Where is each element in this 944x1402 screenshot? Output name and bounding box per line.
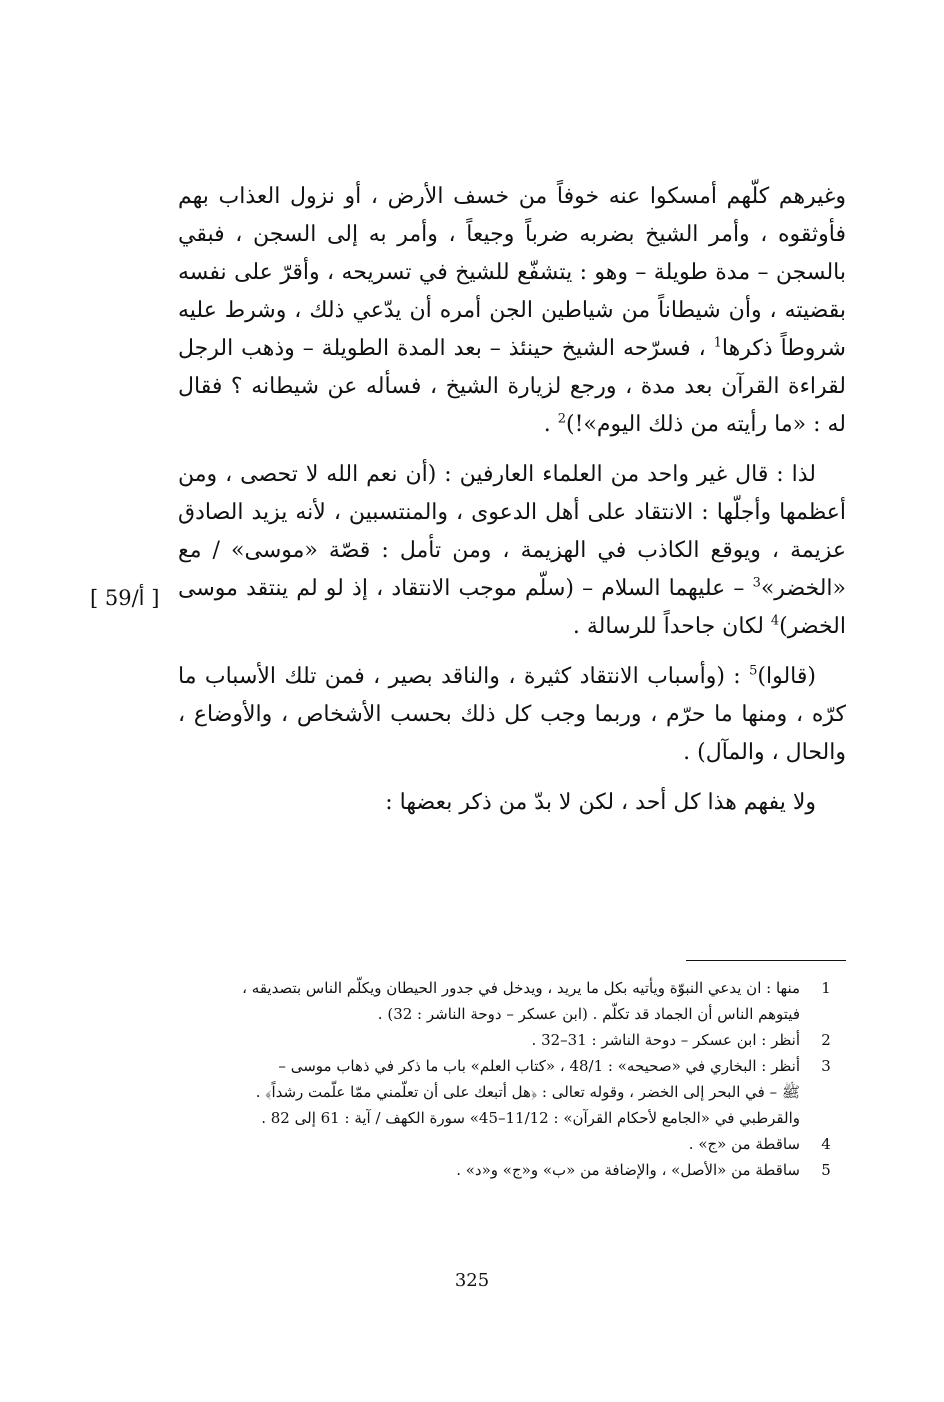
footnote-5: [178, 1157, 846, 1183]
footnote-number: 1: [821, 979, 831, 997]
paragraph-2-text-a: لذا : قال غير واحد من العلماء العارفين : (أن نعم الله لا تحصى ، ومن أعظمها وأجلّها : الانتقاد على أهل الدعوى ، والمنتسبين ، لأنه يزيد الصادق عزيمة ، ويوقع الكاذب في الهزيمة ، ومن تأمل : قصّة «موسى» / مع «الخضر»: [178, 462, 846, 601]
footnote-line: أنظر : ابن عسكر – دوحة الناشر : 31–32 .: [531, 1031, 800, 1049]
footnote-line: ساقطة من «ج» .: [688, 1135, 800, 1153]
paragraph-1-text-b: ، فسرّحه الشيخ حينئذ – بعد المدة الطويلة – وذهب الرجل لقراءة القرآن بعد مدة ، ورجع لزيارة الشيخ ، فسأله عن شيطانه ؟ فقال له : «ما رأيته من ذلك اليوم»!): [178, 336, 846, 437]
footnote-number: 3: [821, 1057, 831, 1075]
footnote-marker-2: 2: [557, 411, 566, 427]
footnote-line: أنظر : البخاري في «صحيحه» : 48/1 ، «كتاب العلم» باب ما ذكر في ذهاب موسى –: [278, 1057, 800, 1075]
paragraph-4: ولا يفهم هذا كل أحد ، لكن لا بدّ من ذكر بعضها :: [385, 790, 816, 815]
footnote-line: ﷺ – في البحر إلى الخضر ، وقوله تعالى : ﴿هل أتبعك على أن تعلّمني ممّا علّمت رشداً﴾ .: [255, 1083, 800, 1101]
footnote-marker-3: 3: [752, 575, 761, 591]
paragraph-1-text-c: .: [543, 412, 558, 437]
footnote-2: [178, 1027, 846, 1053]
footnote-line: ساقطة من «الأصل» ، والإضافة من «ب» و«ج» و«د» .: [456, 1161, 800, 1179]
paragraph-2: [178, 456, 846, 646]
paragraph-3-text-a: (قالوا): [757, 664, 816, 689]
footnote-line: فيتوهم الناس أن الجماد قد تكلّم . (ابن عسكر – دوحة الناشر : 32) .: [377, 1005, 800, 1023]
main-text: [178, 178, 846, 822]
paragraph-2-text-c: لكان جاحداً للرسالة .: [572, 614, 771, 639]
manuscript-folio-reference: [ 59/أ ]: [90, 586, 160, 610]
paragraph-2-text-b: – عليهما السلام – (سلّم موجب الانتقاد ، إذ لو لم ينتقد موسى الخضر): [178, 576, 846, 639]
footnote-separator: [686, 960, 846, 961]
footnote-line: والقرطبي في «الجامع لأحكام القرآن» : 11/12–45» سورة الكهف / آية : 61 إلى 82 .: [261, 1109, 800, 1127]
paragraph-1-text-a: وغيرهم كلّهم أمسكوا عنه خوفاً من خسف الأرض ، أو نزول العذاب بهم فأوثقوه ، وأمر الشيخ بضربه ضرباً وجيعاً ، وأمر به إلى السجن ، فبقي بالسجن – مدة طويلة – وهو : يتشفّع للشيخ في تسريحه ، وأقرّ على نفسه بقضيته ، وأن شيطاناً من شياطين الجن أمره أن يدّعي ذلك ، وشرط عليه شروطاً ذكرها: [178, 184, 846, 361]
paragraph-1: [178, 178, 846, 444]
footnotes: [178, 975, 846, 1183]
page-number: 325: [454, 1270, 490, 1291]
paragraph-3: [178, 658, 846, 772]
footnote-number: 2: [821, 1031, 831, 1049]
footnote-marker-4: 4: [770, 613, 780, 629]
footnote-number: 4: [821, 1135, 831, 1153]
footnote-1: [178, 975, 846, 1027]
footnote-3: [178, 1053, 846, 1131]
paragraph-3-text-b: : (وأسباب الانتقاد كثيرة ، والناقد بصير ، فمن تلك الأسباب ما كرّه ، ومنها ما حرّم ، وربما وجب كل ذلك بحسب الأشخاص ، والأوضاع ، والحال ، والمآل) .: [178, 664, 846, 765]
footnote-marker-1: 1: [713, 335, 722, 351]
footnote-number: 5: [821, 1161, 831, 1179]
footnote-line: منها : ان يدعي النبوّة ويأتيه بكل ما يريد ، ويدخل في جدور الحيطان ويكلّم الناس بتصديقه ،: [242, 979, 800, 997]
footnote-marker-5: 5: [749, 663, 758, 679]
footnote-4: [178, 1131, 846, 1157]
